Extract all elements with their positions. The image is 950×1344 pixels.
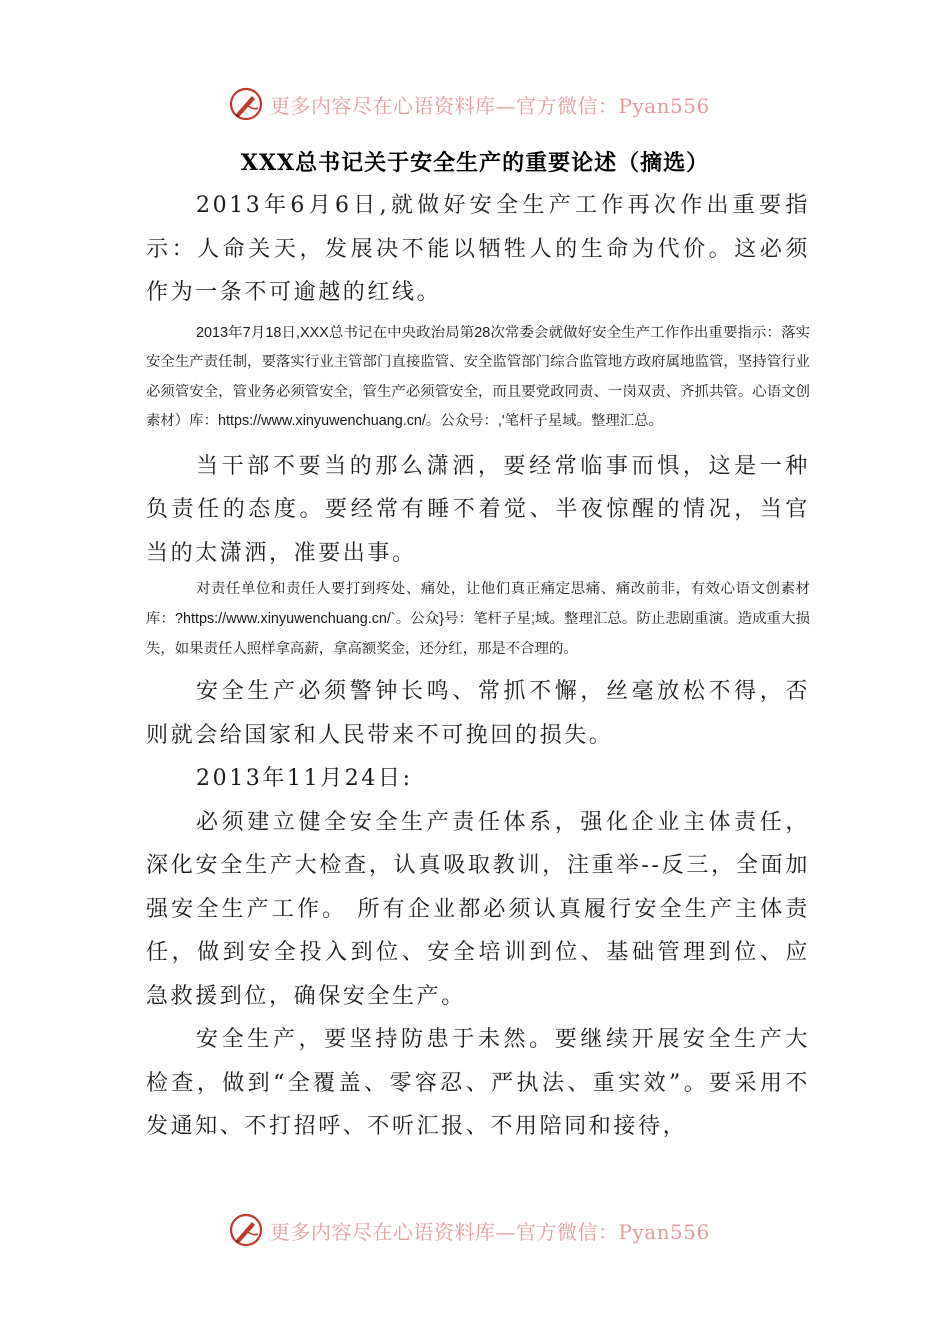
paragraph-4-date: 2013年11月24日:	[196, 766, 413, 792]
paragraph-2: 当干部不要当的那么潇洒，要经常临事而惧，这是一种负责任的态度。要经常有睡不着觉、半夜惊醒的情况，当官当的太潇洒，准要出事。	[146, 453, 810, 566]
document-title: XXX总书记关于安全生产的重要论述（摘选）	[240, 150, 710, 176]
paragraph-5: 必须建立健全安全生产责任体系，强化企业主体责任，深化安全生产大检查，认真吸取教训，注重举--反三，全面加强安全生产工作。 所有企业都必须认真履行安全生产主体责任，做到安全投入到位、安全培训到位、基础管理到位、应急救援到位，确保安全生产。	[146, 809, 810, 1009]
pen-logo-icon	[228, 86, 264, 122]
banner-text: 更多内容尽在心语资料库—官方微信：Pyan556	[270, 93, 710, 118]
small-paragraph-2: 对责任单位和责任人要打到疼处、痛处，让他们真正痛定思痛、痛改前非，有效心语文创素材库：?https://www.xinyuwenchuang.cn/`。公众}号：笔杆子星;域。整理汇总。防止悲剧重演。造成重大损失，如果责任人照样拿高薪，拿高额奖金，还分红，那是不合理的。	[146, 581, 810, 657]
small-paragraph-1: 2013年7月18日,XXX总书记在中央政治局第28次常委会就做好安全生产工作作出重要指示：落实安全生产责任制，要落实行业主管部门直接监管、安全监管部门综合监管地方政府属地监管，坚持管行业必须管安全，管业务必须管安全，管生产必须管安全，而且要党政同责、一岗双责、齐抓共管。心语文创素材）库：https://www.xinyuwenchuang.cn/。公众号：,'笔杆子星域。整理汇总。	[146, 324, 810, 430]
footer-banner	[0, 1208, 950, 1252]
paragraph-3: 安全生产必须警钟长鸣、常抓不懈，丝毫放松不得，否则就会给国家和人民带来不可挽回的损失。	[146, 679, 810, 748]
paragraph-6: 安全生产，要坚持防患于未然。要继续开展安全生产大检查，做到“全覆盖、零容忍、严执法、重实效”。要采用不发通知、不打招呼、不听汇报、不用陪同和接待，	[146, 1027, 810, 1140]
banner-text: 更多内容尽在心语资料库—官方微信：Pyan556	[270, 1219, 710, 1244]
document-body	[146, 184, 810, 1149]
paragraph-1: 2013年6月6日,就做好安全生产工作再次作出重要指示：人命关天，发展决不能以牺牲人的生命为代价。这必须作为一条不可逾越的红线。	[146, 193, 810, 305]
header-banner	[0, 82, 950, 126]
pen-logo-icon	[228, 1212, 264, 1248]
